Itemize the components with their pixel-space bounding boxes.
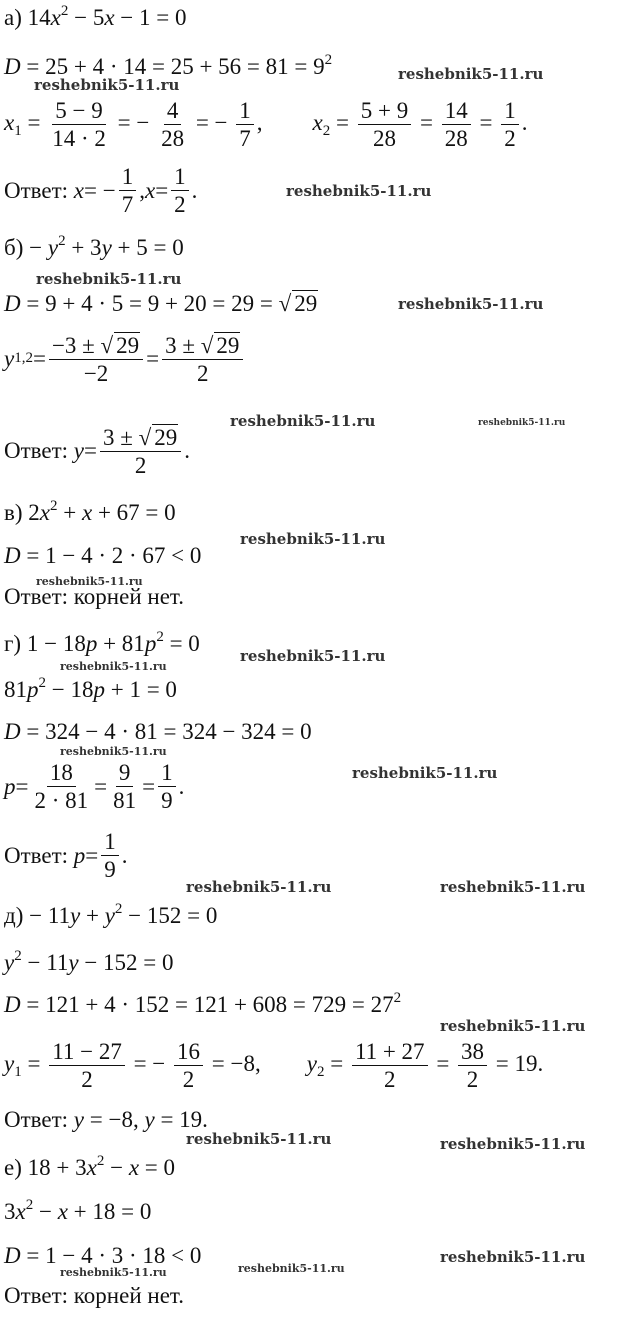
- watermark: reshebnik5-11.ru: [440, 1017, 586, 1035]
- watermark: reshebnik5-11.ru: [398, 295, 544, 313]
- problem-b-label: б): [4, 235, 24, 260]
- watermark: reshebnik5-11.ru: [60, 1266, 167, 1279]
- watermark: reshebnik5-11.ru: [440, 1135, 586, 1153]
- problem-a-x2: $x_2$ = $\frac{5 + 9}{28}$ = $\frac{14}{28}$ = $\frac{1}{2}$ .: [312, 97, 528, 151]
- problem-e-answer: [4, 1284, 184, 1307]
- watermark: reshebnik5-11.ru: [34, 76, 180, 94]
- problem-e-label: е): [4, 1155, 22, 1180]
- problem-b-discriminant: D = 9 + 4 · 5 = 9 + 20 = 29 = √ 29: [4, 291, 318, 316]
- problem-e-equation: е) $18 + 3x^2 - x = 0$: [4, 1153, 176, 1180]
- watermark: reshebnik5-11.ru: [186, 1130, 332, 1148]
- problem-a-label: а): [4, 5, 22, 30]
- problem-d-label: д): [4, 903, 24, 928]
- problem-d-equation: $д) - 11y + y^2 - 152 = 0$: [4, 901, 218, 928]
- watermark: reshebnik5-11.ru: [440, 878, 586, 896]
- answer-label: Ответ:: [4, 437, 69, 463]
- watermark: reshebnik5-11.ru: [230, 412, 376, 430]
- watermark: reshebnik5-11.ru: [352, 764, 498, 782]
- watermark: reshebnik5-11.ru: [240, 530, 386, 548]
- problem-e-discriminant: D = 1 − 4 · 3 · 18 < 0: [4, 1243, 202, 1268]
- problem-d-answer: Ответ: y = −8, y = 19.: [4, 1107, 208, 1132]
- problem-v-equation: в) $2x^2 + x + 67 = 0$: [4, 498, 176, 525]
- problem-b-answer: Ответ: y = $\frac{3 \pm √ 29}{2}$ .: [4, 424, 190, 478]
- problem-v-answer: [4, 585, 184, 608]
- answer-label: Ответ:: [4, 842, 69, 868]
- problem-g-answer: Ответ: p = $\frac{1}{9}$ .: [4, 828, 128, 882]
- problem-d-y1: $y_1$ = $\frac{11 - 27}{2}$ = − $\frac{16}{2}$ = −8,: [4, 1038, 261, 1092]
- problem-a-discriminant: $D = 25 + 4 \cdot 14 = 25 + 56 = 81 = 9^2$: [4, 52, 333, 79]
- watermark: reshebnik5-11.ru: [286, 182, 432, 200]
- problem-e-answer-text: корней нет.: [73, 1283, 184, 1308]
- watermark: reshebnik5-11.ru: [398, 65, 544, 83]
- answer-label: Ответ:: [4, 177, 69, 203]
- watermark: reshebnik5-11.ru: [240, 647, 386, 665]
- watermark: reshebnik5-11.ru: [60, 660, 167, 673]
- watermark: reshebnik5-11.ru: [186, 878, 332, 896]
- problem-e-rewritten: $3x^2 - x + 18 = 0$: [4, 1197, 152, 1224]
- watermark: reshebnik5-11.ru: [478, 418, 566, 428]
- problem-a-roots: [4, 94, 527, 154]
- problem-b-equation: $б) - y^2 + 3y + 5 = 0$: [4, 233, 184, 260]
- problem-d-rewritten: $y^2 - 11y - 152 = 0$: [4, 948, 174, 975]
- problem-a-x1: $x_1$ = $\frac{5 - 9}{14 \cdot 2}$ = − $\frac{4}{28}$ = − $\frac{1}{7}$ ,: [4, 97, 263, 151]
- answer-label: Ответ:: [4, 1283, 69, 1308]
- problem-g-equation: г) $1 - 18p + 81p^2 = 0$: [4, 629, 200, 656]
- watermark: reshebnik5-11.ru: [440, 1248, 586, 1266]
- problem-d-y2: $y_2$ = $\frac{11 + 27}{2}$ = $\frac{38}{2}$ = 19.: [306, 1038, 544, 1092]
- answer-label: Ответ:: [4, 1107, 69, 1132]
- watermark: reshebnik5-11.ru: [36, 575, 143, 588]
- problem-v-discriminant: D = 1 − 4 · 2 · 67 < 0: [4, 543, 202, 568]
- problem-g-label: г): [4, 631, 22, 656]
- problem-g-root: p = $\frac{18}{2 \cdot 81}$ = $\frac{9}{81}$ = $\frac{1}{9}$ .: [4, 759, 185, 813]
- watermark: reshebnik5-11.ru: [238, 1262, 345, 1275]
- watermark: reshebnik5-11.ru: [60, 745, 167, 758]
- answer-label: Ответ:: [4, 584, 69, 609]
- watermark: reshebnik5-11.ru: [36, 270, 182, 288]
- problem-g-discriminant: D = 324 − 4 · 81 = 324 − 324 = 0: [4, 719, 312, 744]
- problem-a-answer: Ответ: x = − $\frac{1}{7}$ , x = $\frac{1}{2}$ .: [4, 163, 198, 217]
- problem-a-equation: а) $14x^2 - 5x - 1 = 0$: [4, 3, 187, 30]
- problem-d-roots: [4, 1034, 543, 1096]
- problem-v-label: в): [4, 500, 23, 525]
- problem-b-roots: y 1,2 = $\frac{-3 \pm √ 29}{-2}$ = $\frac{3 \pm √ 29}{2}$: [4, 326, 246, 390]
- problem-g-rewritten: $81p^2 - 18p + 1 = 0$: [4, 675, 177, 702]
- problem-v-answer-text: корней нет.: [73, 584, 184, 609]
- problem-d-discriminant: $D = 121 + 4 \cdot 152 = 121 + 608 = 729 = 27^2$: [4, 990, 402, 1017]
